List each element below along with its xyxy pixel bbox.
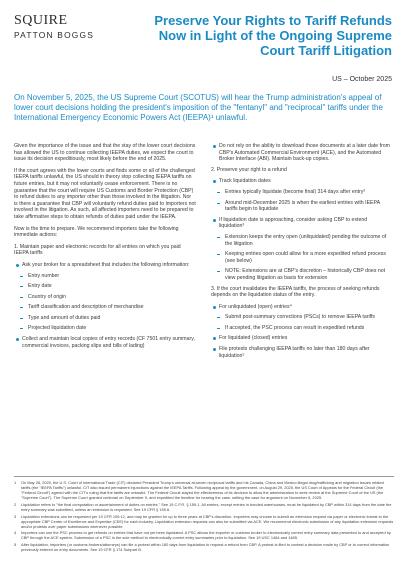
footnote-number: 4 xyxy=(14,530,17,536)
firm-logo xyxy=(14,14,106,40)
bullet-item: Collect and maintain local copies of entry records (CF 7501 entry summary, commercial invoices, packing slips and bills of lading) xyxy=(14,336,196,349)
bullet-item: For unliquidated (open) entries⁴ xyxy=(211,304,393,311)
sub-bullet-item: Entries typically liquidate (become final) 314 days after entry² xyxy=(211,189,393,196)
footnote xyxy=(14,502,394,512)
logo-wordmark-top: SQUIRE xyxy=(14,13,68,28)
right-column xyxy=(211,143,393,363)
footnote xyxy=(14,542,394,552)
sub-bullet-item: If accepted, the PSC process can result in expedited refunds xyxy=(211,325,393,332)
publication-date: US – October 2025 xyxy=(332,76,392,83)
lead-paragraph: On November 5, 2025, the US Supreme Court (SCOTUS) will hear the Trump administration's appeal of lower court decisions holding the president's imposition of the "fentanyl" and "reciprocal" tariffs under the International Emergency Economic Powers Act (IEEPA)¹ unlawful. xyxy=(14,93,383,122)
sub-bullet-item: Projected liquidation date xyxy=(14,325,196,332)
sub-bullet-item: Entry date xyxy=(14,283,196,290)
bullet-item: File protests challenging IEEPA tariffs no later than 180 days after liquidation⁵ xyxy=(211,346,393,359)
body-paragraph: If the court agrees with the lower courts and finds some or all of the challenged IEEPA tariffs unlawful, the US should in theory stop collecting IEEPA tariffs on future entries, but it may not voluntarily cease enforcement. There is no guarantee that the court will require US Customs and Border Protection (CBP) to refund duties to any importer other than those involved in the litigation. Nor is there a guarantee that CBP will voluntarily refund duties paid to importers not involved in the litigation. As such, all affected importers need to be prepared to take affirmative steps to obtain refunds of duties paid under the IEEPA. xyxy=(14,167,196,220)
left-column xyxy=(14,143,196,353)
step-heading: 2. Preserve your right to a refund xyxy=(211,166,287,173)
footnotes xyxy=(14,476,394,554)
sub-bullet-item: Submit post-summary corrections (PSCs) to remove IEEPA tariffs xyxy=(211,314,393,321)
page-title: Preserve Your Rights to Tariff Refunds Now in Light of the Ongoing Supreme Court Tariff Litigation xyxy=(154,13,392,58)
sub-bullet-item: NOTE: Extensions are at CBP's discretion – historically CBP does not view pending litigation as basis for extension xyxy=(211,268,393,281)
sub-bullet-item: Type and amount of duties paid xyxy=(14,315,196,322)
step-heading: 3. If the court invalidates the IEEPA tariffs, the process of seeking refunds depends on the liquidation status of the entry. xyxy=(211,285,380,299)
sub-bullet-item: Keeping entries open could allow for a more expedited refund process (see below) xyxy=(211,251,393,264)
footnote xyxy=(14,480,394,500)
step-heading: 1. Maintain paper and electronic records for all entries on which you paid IEEPA tariffs xyxy=(14,243,181,257)
footnote-text: Importers can use the PSC process to get refunds on entries that have not yet been liquidated. A PSC allows the importer or customs broker to electronically correct entry summary data presented to and accepted by CBP through the ACE system. Submission of a PSC is the sole method to electronically correct entry summaries prior to liquidation. See 19 USC 1484 and 1485. xyxy=(21,530,391,541)
footnote-number: 1 xyxy=(14,480,17,485)
body-paragraph: Now is the time to prepare. We recommend importers take the following immediate actions: xyxy=(14,225,179,239)
footnote-text: On May 28, 2025, the U.S. Court of International Trade (CIT) declared President Trump's universal at-seven reciprocal tariffs and his Canada, China and Mexico illegal drug/trafficking and migration issues related tariffs (the "IEEPA Tariffs") unlawful. CIT also issued permanent injunctions against the IEEPA Tariffs. Following appeal by the government, on August 29, 2025, the US Court of Appeals for the Federal Circuit (the "Federal Circuit") agreed with the CIT's ruling that the tariffs are unlawful. The Federal Circuit stayed the effectiveness of its decision to allow the administration to seek review at the Supreme Court of the US (the "Supreme Court"). The Supreme Court granted certiorari on September 9, and expedited the timeline for hearing the case, setting the case for argument on November 5, 2025. xyxy=(21,480,384,501)
footnote-number: 3 xyxy=(14,513,17,519)
bullet-item: For liquidated (closed) entries xyxy=(211,335,393,342)
logo-wordmark-bottom: PATTON BOGGS xyxy=(14,30,95,40)
bullet-item: If liquidation date is approaching, consider asking CBP to extend liquidation³ xyxy=(211,217,393,230)
footnote-text: After liquidation, importers (or customs brokers/attorneys) can file a protest within 180 days from liquidation to request a refund from CBP. A protest is filed to contest a decision made by CBP or to correct information previously entered on entry documents. See 19 CFR § 174 Subpart B. xyxy=(21,542,390,553)
bullet-item: Track liquidation dates xyxy=(211,178,393,185)
sub-bullet-item: Extension keeps the entry open (unliquidated) pending the outcome of the litigation xyxy=(211,234,393,247)
sub-bullet-item: Entry number xyxy=(14,273,196,280)
footnote-text: Liquidation extensions can be requested per 19 CFR 159.12, and may be granted for up to three years at CBP's discretion. Importers may choose to submit an extension request via paper or electronic format to the appropriate CBP Center of Excellence and Expertise (CEE) for each industry. Liquidation extension requests can also be submitted via ACE. We recommend electronic submission of any liquidation extension requests and/or protests over paper submissions whenever possible. xyxy=(21,513,394,529)
sub-bullet-item: Country of origin xyxy=(14,294,196,301)
footnote-number: 2 xyxy=(14,501,17,507)
body-paragraph: Given the importance of the issue and that the stay of the lower court decisions has allowed the US to continue collecting IEEPA duties, we expect the court to issue its decision expeditiously, most likely before the end of 2025. xyxy=(14,143,196,163)
footnote-text: Liquidation refers to "the final computation or ascertainment of duties on entries." See 19 C.F.R. § 159.1. All entries, except entries in bonded warehouses, must be liquidated by CBP within 314 days from the date the entry summary was submitted, unless an extension is requested. See 19 CFR § 159.6. xyxy=(21,501,392,512)
sub-bullet-item: Around mid-December 2025 is when the earliest entries with IEEPA tariffs begin to liquidate xyxy=(211,200,393,213)
bullet-item: Do not rely on the ability to download those documents at a later date from CBP's Automated Commercial Environment (ACE), and the Automated Broker Interface (ABI). Maintain back-up copies. xyxy=(211,143,393,163)
footnote-number: 5 xyxy=(14,542,17,548)
footnote xyxy=(14,530,394,540)
bullet-item: Ask your broker for a spreadsheet that includes the following information: xyxy=(14,262,196,269)
footnote xyxy=(14,514,394,529)
sub-bullet-item: Tariff classification and description of merchandise xyxy=(14,304,196,311)
